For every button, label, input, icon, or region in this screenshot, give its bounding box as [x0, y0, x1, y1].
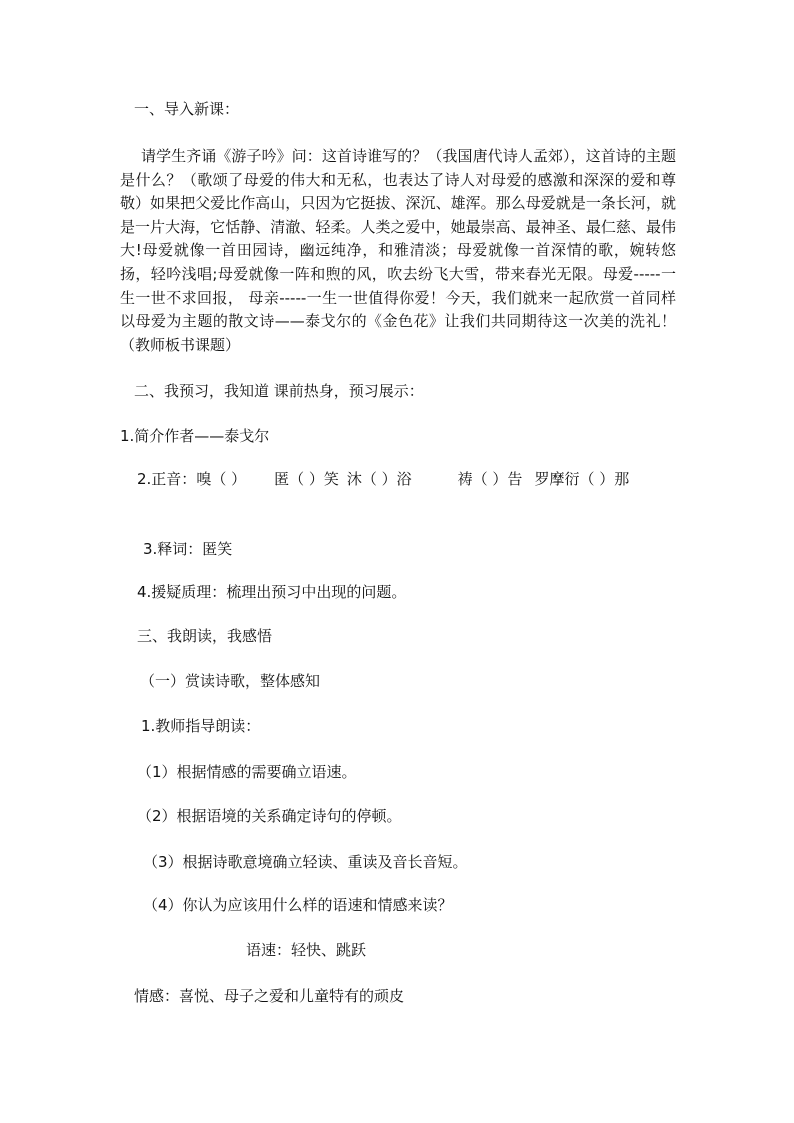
author-item: 1.简介作者——泰戈尔 [120, 427, 270, 445]
pinyin-item: 祷（ ）告 [457, 470, 523, 488]
intro-heading: 一、导入新课： [134, 100, 240, 118]
step-item: （3）根据诗歌意境确立轻读、重读及音长音短。 [143, 853, 468, 871]
pinyin-item: 嗅（ ） [196, 470, 247, 488]
definition-item: 3.释词：匿笑 [143, 540, 233, 558]
speed-line: 语速：轻快、跳跃 [246, 941, 367, 959]
sub-heading: （一）赏读诗歌，整体感知 [140, 672, 321, 690]
pinyin-label: 2.正音： [137, 470, 197, 488]
pinyin-item: 沐（ ）浴 [346, 470, 412, 488]
question-item: 4.援疑质理：梳理出预习中出现的问题。 [137, 583, 407, 601]
step-item: （4）你认为应该用什么样的语速和情感来读？ [143, 896, 453, 914]
pinyin-item: 匿（ ）笑 [274, 470, 339, 488]
step-item: （1）根据情感的需要确立语速。 [137, 763, 357, 781]
pinyin-row [137, 469, 629, 489]
reading-heading: 三、我朗读，我感悟 [137, 627, 273, 645]
pinyin-item: 罗摩衍（ ）那 [534, 470, 630, 488]
intro-paragraph: 请学生齐诵《游子吟》问：这首诗谁写的？（我国唐代诗人孟郊），这首诗的主题是什么？（歌颂了母爱的伟大和无私，也表达了诗人对母爱的感激和深深的爱和尊敬）如果把父爱比作高山，只因为它挺拔、深沉、雄浑。那么母爱就是一条长河，就是一片大海，它恬静、清澈、轻柔。人类之爱中，她最崇高、最神圣、最仁慈、最伟大!母爱就像一首田园诗，幽远纯净，和雅清淡；母爱就像一首深情的歌，婉转悠扬，轻吟浅唱;母爱就像一阵和煦的风，吹去纷飞大雪，带来春光无限。母爱-----一生一世不求回报， 母亲-----一生一世值得你爱！今天，我们就来一起欣赏一首同样以母爱为主题的散文诗——泰戈尔的《金色花》让我们共同期待这一次美的洗礼！（教师板书课题） [120, 147, 676, 354]
emotion-line: 情感：喜悦、母子之爱和儿童特有的顽皮 [134, 987, 405, 1005]
guide-item: 1.教师指导朗读： [141, 717, 261, 735]
preview-heading: 二、我预习，我知道 课前热身，预习展示： [134, 382, 424, 400]
step-item: （2）根据语境的关系确定诗句的停顿。 [137, 807, 402, 825]
